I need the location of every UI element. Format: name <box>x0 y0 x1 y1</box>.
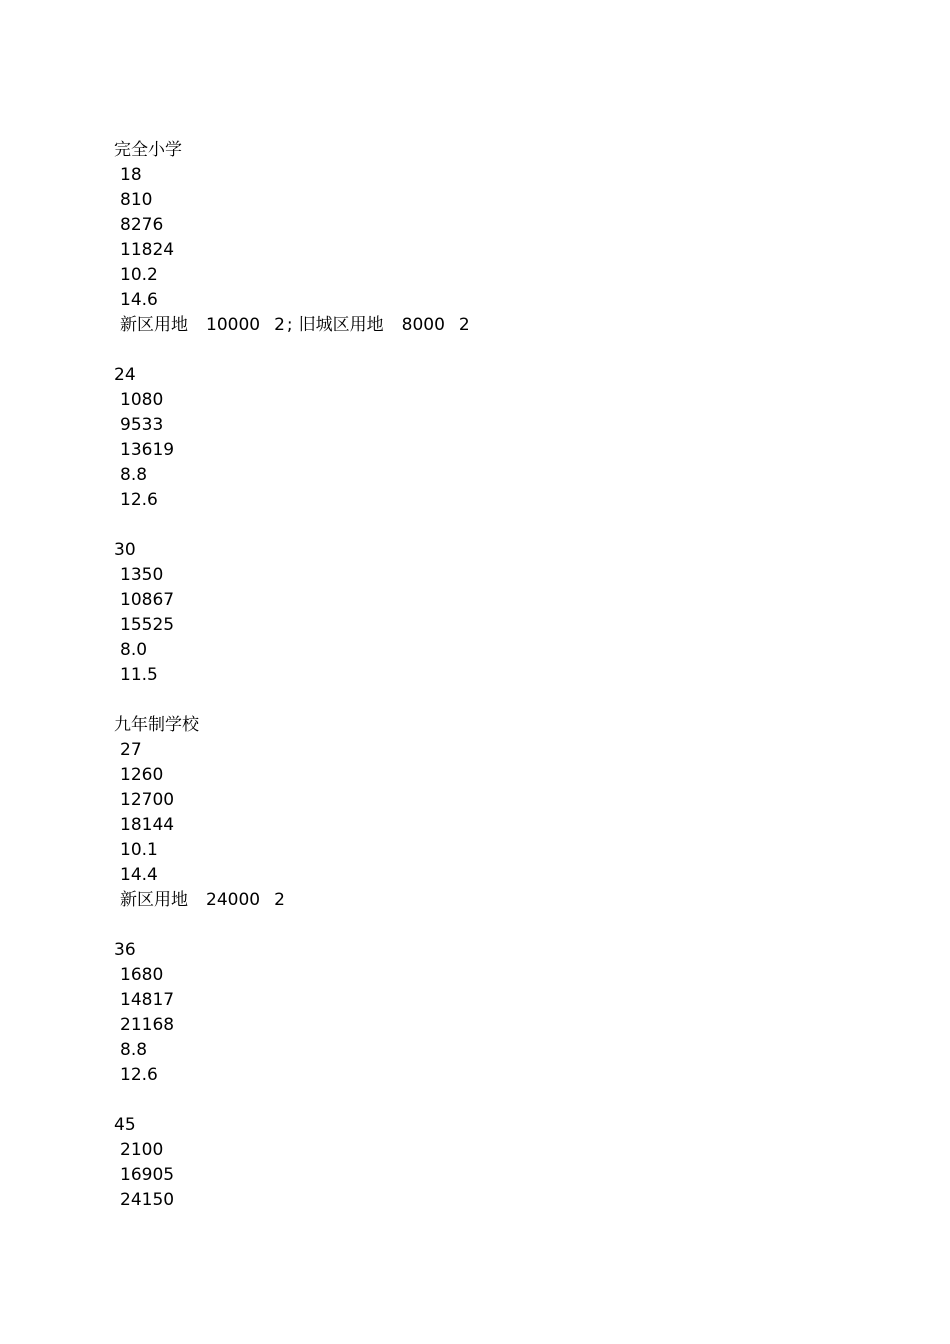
value-line: 12.6 <box>120 490 158 510</box>
class-count: 30 <box>114 540 136 560</box>
value-line: 10.2 <box>120 265 158 285</box>
value-line: 14817 <box>120 990 175 1010</box>
class-count: 24 <box>114 365 136 385</box>
value-line: 8276 <box>120 215 164 235</box>
value-line: 8.8 <box>120 465 148 485</box>
value-line: 8.0 <box>120 640 148 660</box>
value-line: 1680 <box>120 965 164 985</box>
document-body <box>114 138 814 1213</box>
value-line: 1260 <box>120 765 164 785</box>
class-count: 36 <box>114 940 136 960</box>
value-line: 18144 <box>120 815 175 835</box>
note-separator: ; <box>286 315 293 335</box>
note-label-old-district: 旧城区用地 <box>298 315 384 335</box>
class-count: 45 <box>114 1115 136 1135</box>
value-line: 2100 <box>120 1140 164 1160</box>
note-label-new-district: 新区用地 <box>120 890 188 910</box>
section-title: 完全小学 <box>114 140 182 160</box>
value-line: 12700 <box>120 790 175 810</box>
note-unit: 2 <box>274 890 285 910</box>
note-value-new-district: 10000 <box>206 315 261 335</box>
note-unit: 2 <box>274 315 285 335</box>
value-line: 12.6 <box>120 1065 158 1085</box>
value-line: 1080 <box>120 390 164 410</box>
value-line: 15525 <box>120 615 175 635</box>
value-line: 8.8 <box>120 1040 148 1060</box>
section-nine-year-group-1 <box>114 713 814 913</box>
class-count: 18 <box>120 165 142 185</box>
land-use-note <box>114 888 814 913</box>
value-line: 10867 <box>120 590 175 610</box>
value-line: 24150 <box>120 1190 175 1210</box>
note-label-new-district: 新区用地 <box>120 315 188 335</box>
class-count: 27 <box>120 740 142 760</box>
value-line: 11824 <box>120 240 175 260</box>
value-line: 810 <box>120 190 153 210</box>
value-line: 13619 <box>120 440 175 460</box>
section-primary-group-3 <box>114 538 814 688</box>
value-line: 21168 <box>120 1015 175 1035</box>
section-primary-group-2 <box>114 363 814 513</box>
value-line: 14.4 <box>120 865 158 885</box>
note-unit: 2 <box>458 315 470 335</box>
value-line: 10.1 <box>120 840 158 860</box>
value-line: 9533 <box>120 415 164 435</box>
land-use-note <box>114 313 814 338</box>
value-line: 16905 <box>120 1165 175 1185</box>
value-line: 1350 <box>120 565 164 585</box>
section-primary-group-1 <box>114 138 814 338</box>
section-title: 九年制学校 <box>114 715 199 735</box>
value-line: 14.6 <box>120 290 158 310</box>
section-nine-year-group-3 <box>114 1113 814 1213</box>
value-line: 11.5 <box>120 665 158 685</box>
note-value-new-district: 24000 <box>206 890 261 910</box>
note-value-old-district: 8000 <box>401 315 445 335</box>
section-nine-year-group-2 <box>114 938 814 1088</box>
